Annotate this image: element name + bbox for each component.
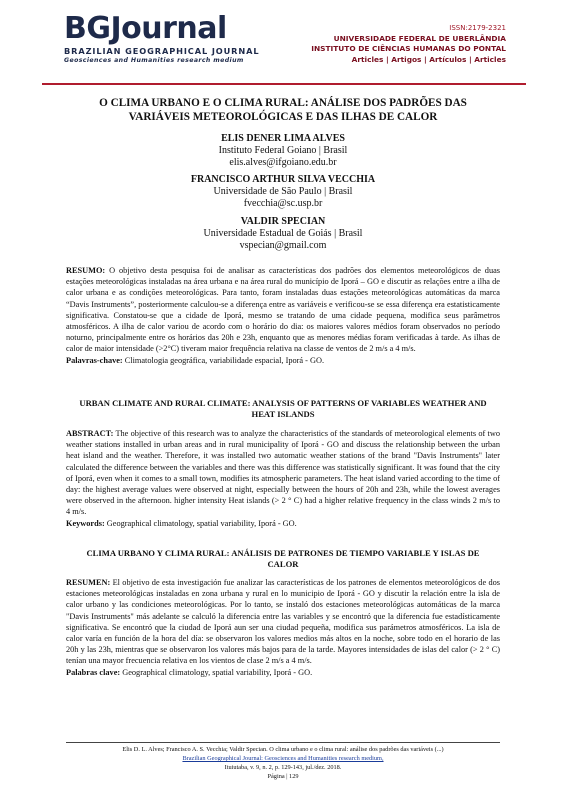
english-title: URBAN CLIMATE AND RURAL CLIMATE: ANALYSIS OF PATTERNS OF VARIABLES WEATHER AND HEAT ISLANDS (79, 398, 487, 419)
resumo-label: RESUMO: (66, 266, 106, 275)
footer-divider (66, 742, 500, 743)
page-footer (66, 745, 500, 781)
issn: ISSN:2179-2321 (449, 24, 506, 32)
journal-logo (64, 11, 260, 64)
institution-block (311, 24, 506, 65)
resumen-label: RESUMEN: (66, 578, 111, 587)
logo-tagline: Geosciences and Humanities research medium (64, 57, 244, 64)
journal-header (0, 0, 566, 92)
article-title: O CLIMA URBANO E O CLIMA RURAL: ANÁLISE DOS PADRÕES DAS VARIÁVEIS METEOROLÓGICAS E DAS ILHAS DE CALOR (99, 97, 467, 123)
palabras-clave-label: Palabras clave: (66, 667, 121, 677)
footer-issue: Ituiutaba, v. 9, n. 2, p. 129-143, jul./dez. 2018. (224, 764, 342, 771)
journal-link[interactable]: Brazilian Geographical Journal: Geosciences and Humanities research medium, (182, 755, 384, 762)
palavras-chave-label: Palavras-chave: (66, 355, 123, 365)
author-name: VALDIR SPECIAN (240, 216, 326, 227)
resumen-text: El objetivo de esta investigación fue analizar las características de los patrones de elementos meteorológicos de dos estaciones meteorológicas instaladas en zona urbana y rural en lo municipio de Iporá - GO y discutir la relación entre la isla de calor urbano y las condiciones meteorológicas. Por lo tanto, se instaló dos estaciones meteorológicas automáticas de la marca "Davis Instruments" más adelante se calculó la diferencia entre las variables y se encontró que la diferencia fue estadísticamente significativa. Se encontró que la ciudad de Iporá aun ser una ciudad pequeña, modifica sus parámetros atmosféricos. La isla de calor varía en función de la hora del día: se observaron los valores medios más altos en la noche, sobre todo en el horario de las 20h y las 23h, mientras que se observaron los valores más bajos para de la tarde. Mayores intensidades de islas del calor (> 2 ° C) tenían una mayor frecuencia relativa en los vientos de clase 2 m/s a 4 m/s. (66, 578, 500, 666)
author-block (90, 216, 476, 252)
abstract-label: ABSTRACT: (66, 429, 114, 438)
author-email: elis.alves@ifgoiano.edu.br (229, 157, 337, 168)
author-block (90, 133, 476, 169)
palabras-clave-text: Geographical climatology, spatial variability, Iporá - GO. (122, 667, 313, 677)
spanish-title: CLIMA URBANO Y CLIMA RURAL: ANÁLISIS DE PATRONES DE TIEMPO VARIABLE Y ISLAS DE CALOR (86, 548, 480, 569)
author-block (90, 174, 476, 210)
author-affiliation: Instituto Federal Goiano | Brasil (218, 145, 348, 156)
institute-name: INSTITUTO DE CIÊNCIAS HUMANAS DO PONTAL (311, 44, 506, 53)
footer-citation: Elis D. L. Alves; Francisco A. S. Vecchia; Valdir Specian. O clima urbano e o clima rural: análise dos padrões das variáveis (...) (122, 746, 444, 753)
university-name: UNIVERSIDADE FEDERAL DE UBERLÂNDIA (333, 34, 506, 43)
keywords-text: Geographical climatology, spatial variability, Iporá - GO. (106, 518, 297, 528)
page-number: Página | 129 (267, 773, 299, 780)
resumo-section (66, 265, 500, 366)
resumen-section (66, 577, 500, 678)
abstract-text: The objective of this research was to analyze the characteristics of the standards of meteorological elements of two weather stations installed in urban areas and in rural municipality of Iporá - GO and discuss the relationship between the urban heat island and the weather. Therefore, it was installed two automatic weather stations of the brand "Davis Instruments" later calculated the difference between the variables and there was this difference was statistically significant. It was found that the city of Iporá, even when it comes to a small town, modifies its atmospheric parameters. The heat island varied according to the time of day: the highest average values were observed at night, especially between the hours of 20h and 23h, while the lowest averages were observed in the afternoon. higher intensity Heat islands (> 2 ° C) had a higher relative frequency in the class winds 2 m/s to 4 m/s. (66, 429, 500, 517)
palavras-chave-text: Climatologia geográfica, variabilidade espacial, Iporá - GO. (124, 355, 325, 365)
author-name: FRANCISCO ARTHUR SILVA VECCHIA (190, 174, 376, 185)
author-affiliation: Universidade Estadual de Goiás | Brasil (203, 228, 363, 239)
author-email: fvecchia@sc.usp.br (243, 198, 323, 209)
author-name: ELIS DENER LIMA ALVES (221, 133, 345, 144)
logo-title: BGJournal (64, 11, 227, 46)
author-affiliation: Universidade de São Paulo | Brasil (213, 186, 353, 197)
author-email: vspecian@gmail.com (239, 240, 327, 251)
resumo-text: O objetivo desta pesquisa foi de analisar as características dos padrões dos elementos meteorológicos de duas estações meteorológicas instaladas na área urbana e na área rural do município de Iporá – GO e discutir as relações entre a ilha de calor urbana e as condições meteorológicas. Para tanto, foram instaladas duas estações meteorológicas automáticas da marca “Davis Instruments”, posteriormente calculou-se a diferença entre as variáveis e verificou-se se essa diferença era estatisticamente significativa. Constatou-se que a cidade de Iporá, mesmo se tratando de uma cidade pequena, modifica seus parâmetros atmosféricos. A ilha de calor variou de acordo com o horário do dia: os maiores valores médios foram observados no período noturno, principalmente entre os horários das 20h e 23h, enquanto que as menores médias foram verificadas à tarde. As ilhas de calor de maior intensidade (>2°C) tiveram maior frequência relativa na classe de ventos de 2 m/s a 4 m/s. (66, 266, 501, 354)
article-types: Articles | Artigos | Artículos | Articles (351, 55, 506, 64)
logo-subtitle: BRAZILIAN GEOGRAPHICAL JOURNAL (64, 46, 260, 56)
header-divider (42, 83, 526, 85)
abstract-section (66, 428, 500, 529)
keywords-label: Keywords: (66, 518, 105, 528)
